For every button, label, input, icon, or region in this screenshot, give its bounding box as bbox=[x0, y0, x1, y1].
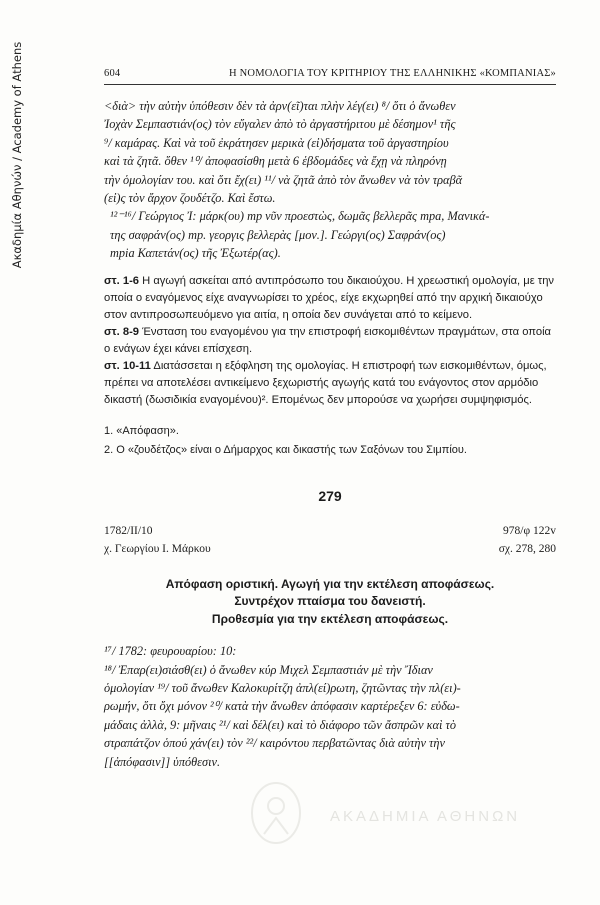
footnote: 2. Ο «ζουδέτζος» είναι ο Δήμαρχος και δικαστής των Σαξόνων του Σιμπίου. bbox=[104, 443, 467, 456]
text-line: στραπάτζον ὁπού χάν(ει) τὸν ²²/ καιρόντου περβατῶντας διὰ αὐτὴν τὴν bbox=[104, 736, 445, 751]
document-meta bbox=[104, 522, 556, 558]
side-label-text: Ακαδημία Αθηνών / Academy of Athens bbox=[10, 41, 25, 269]
header-rule bbox=[104, 84, 556, 85]
greek-text-block-1 bbox=[104, 97, 556, 263]
text-line: ¹⁸/ Ἐπαρ(ει)σιάσθ(ει) ὁ ἄνωθεν κύρ Μιχελ Σεμπαστιάν μὲ τὴν Ἴδιαν bbox=[104, 662, 433, 677]
academy-seal-icon bbox=[246, 778, 306, 848]
commentary-ref: στ. 1-6 bbox=[104, 274, 140, 287]
text-line: Ἰοχὰν Σεμπαστιάν(ος) τὸν εὔγαλεν ἀπὸ τὸ ἀργαστήριτου μὲ δέσημον¹ τῆς bbox=[104, 117, 456, 132]
greek-text-block-2 bbox=[104, 642, 556, 771]
commentary-ref: στ. 8-9 bbox=[104, 325, 140, 338]
summary-line: Προθεσμία για την εκτέλεση αποφάσεως. bbox=[211, 611, 449, 626]
meta-left bbox=[104, 522, 211, 558]
commentary bbox=[104, 273, 556, 409]
text-line: τὴν ὁμολογίαν του. καὶ ὅτι ἔχ(ει) ¹¹/ νὰ ζητᾶ ἀπὸ τὸν ἄνωθεν νὰ τὸν τραβᾶ bbox=[104, 172, 463, 187]
commentary-item bbox=[104, 324, 556, 358]
commentary-ref: στ. 10-11 bbox=[104, 359, 151, 372]
side-label bbox=[6, 40, 28, 270]
document-date: 1782/II/10 bbox=[104, 524, 153, 537]
commentary-item bbox=[104, 273, 556, 324]
footnote: 1. «Απόφαση». bbox=[104, 424, 179, 437]
document-number: 279 bbox=[318, 487, 342, 504]
summary bbox=[104, 576, 556, 629]
commentary-text: Η αγωγή ασκείται από αντιπρόσωπο του δικαιούχου. Η χρεωστική ομολογία, με την οποία ο εναγόμενος είχε αναγνωρίσει το χρέος, είχε εκχωρηθεί από την αρχική δικαιούχο στον αντιπροσωπευόμενο για αιτία, η οποία δεν συνάγεται από το κείμενο. bbox=[104, 274, 555, 321]
text-line: [[ἀπόφασιν]] ὑπόθεσιν. bbox=[104, 754, 221, 769]
text-line: καὶ τὰ ζητᾶ. ὅθεν ¹⁰/ ἀποφασίσθη μετὰ 6 ἑβδομάδες νὰ ἔχῃ νὰ πληρόνῃ bbox=[104, 154, 447, 169]
text-line: ⁹/ καμάρας. Καὶ νὰ τοῦ ἐκράτησεν μερικὰ (εἰ)δήσματα τοῦ ἀργαστηρίου bbox=[104, 135, 449, 150]
text-line: ὁμολογίαν ¹⁹/ τοῦ ἄνωθεν Καλοκυρίτζη ἀπλ(εί)ρωτη, ζητῶντας τὴν πλ(ει)- bbox=[104, 680, 461, 695]
running-header bbox=[104, 68, 556, 79]
document-hand: χ. Γεωργίου Ι. Μάρκου bbox=[104, 542, 211, 555]
watermark: ΑΚΑΔΗΜΙΑ ΑΘΗΝΩΝ bbox=[330, 808, 521, 825]
text-line: ¹²⁻¹⁶/ Γεώργιος Ἰ: μάρκ(ου) mp νῦν προεστὼς, δωμᾶς βελλερᾶς mpa, Μανικά- bbox=[110, 209, 490, 224]
text-line: (εἰ)ς τὸν ἄρχον ζουδέτζο. Καὶ ἔστω. bbox=[104, 191, 276, 206]
document-folio: 978/φ 122v bbox=[503, 524, 556, 537]
text-line: mpia Καπετάν(ος) τῆς Ἐξωτέρ(ας). bbox=[110, 246, 281, 261]
summary-line: Συντρέχον πταίσμα του δανειστή. bbox=[234, 594, 426, 609]
text-line: μάδαις ἀλλὰ, 9: μῆναις ²¹/ καὶ δέλ(ει) καὶ τὸ διάφορο τῶν ἄσπρῶν καὶ τὸ bbox=[104, 717, 457, 732]
footnotes bbox=[104, 423, 556, 459]
page bbox=[104, 68, 556, 771]
text-line: της σαφράν(ος) mp. γεοργις βελλερὰς [μον.]. Γεώργι(ος) Σαφράν(ος) bbox=[110, 227, 446, 242]
page-number: 604 bbox=[104, 68, 121, 79]
text-line: ¹⁷/ 1782: φευρουαρίου: 10: bbox=[104, 644, 237, 659]
running-title: Η ΝΟΜΟΛΟΓΙΑ ΤΟΥ ΚΡΙΤΗΡΙΟΥ ΤΗΣ ΕΛΛΗΝΙΚΗΣ «ΚΟΜΠΑΝΙΑΣ» bbox=[229, 68, 556, 79]
meta-right bbox=[499, 522, 556, 558]
document-refs: σχ. 278, 280 bbox=[498, 542, 556, 555]
commentary-item bbox=[104, 358, 556, 409]
commentary-text: Ένσταση του εναγομένου για την επιστροφή εισκομιθέντων πραγμάτων, στα οποία ο ενάγων έχει κάνει επίσχεση. bbox=[104, 325, 552, 355]
summary-line: Απόφαση οριστική. Αγωγή για την εκτέλεση αποφάσεως. bbox=[165, 576, 495, 591]
text-line: ρωμήν, ὅτι ὄχι μόνον ²⁰/ κατὰ τὴν ἄνωθεν ἀπόφασιν καρτέρεξεν 6: εὐδω- bbox=[104, 699, 460, 714]
commentary-text: Διατάσσεται η εξόφληση της ομολογίας. Η επιστροφή των εισκομιθέντων, όμως, πρέπει να αποτελέσει αντικείμενο ξεχωριστής αγωγής κατά του ενάγοντος στον αρμόδιο δικαστή (δωσιδικία εναγομένου)². Επομένως δεν μπορούσε να χωρήσει συμψηφισμός. bbox=[104, 359, 547, 406]
text-line: <διὰ> τὴν αὐτὴν ὑπόθεσιν δὲν τὰ ἀρν(εῖ)ται πλὴν λέγ(ει) ⁸/ ὅτι ὁ ἄνωθεν bbox=[104, 99, 456, 113]
